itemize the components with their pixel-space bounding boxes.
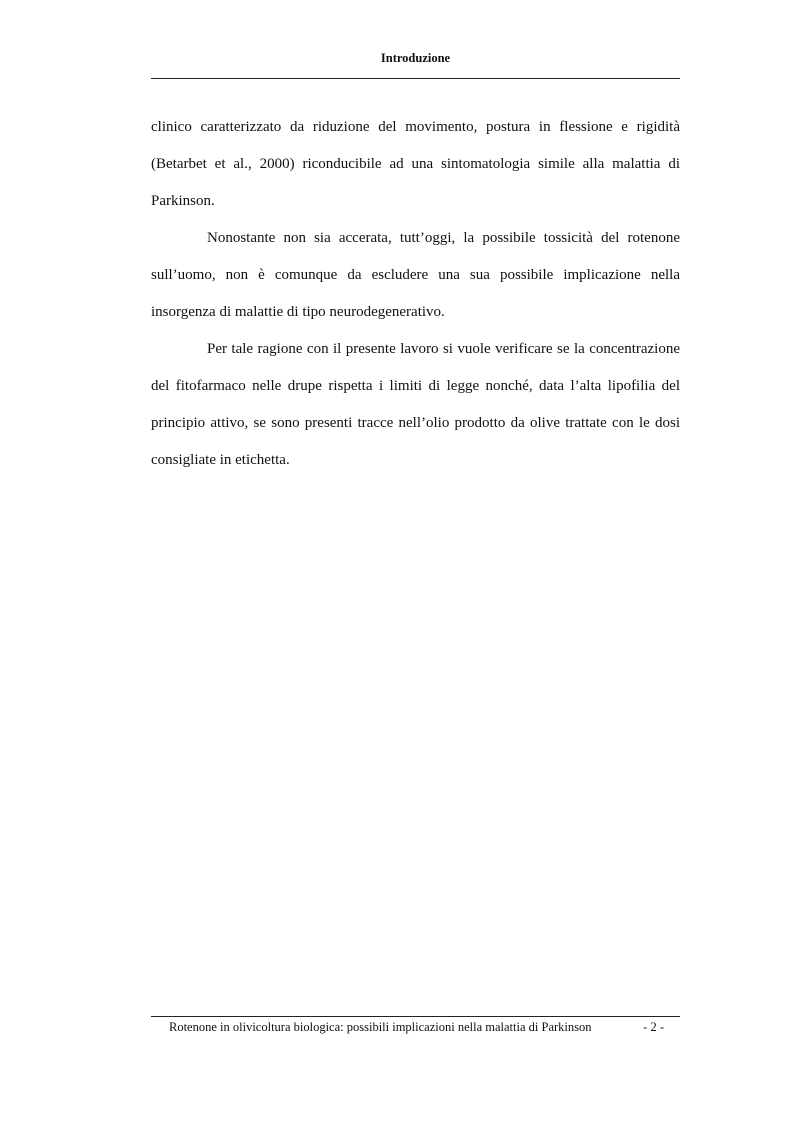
page-header [151, 50, 680, 80]
paragraph-toxicity: Nonostante non sia accerata, tutt’oggi, la possibile tossicità del rotenone sull’uomo, non è comunque da escludere una sua possibile implicazione nella insorgenza di malattie di tipo neurodegenerativo. [151, 230, 680, 320]
header-divider [151, 78, 680, 79]
chapter-title: Introduzione [380, 51, 451, 65]
document-body [151, 109, 680, 479]
footer-divider [151, 1016, 680, 1017]
running-title: Rotenone in olivicoltura biologica: possibili implicazioni nella malattia di Parkinson [169, 1020, 592, 1034]
paragraph-purpose: Per tale ragione con il presente lavoro si vuole verificare se la concentrazione del fitofarmaco nelle drupe rispetta i limiti di legge nonché, data l’alta lipofilia del principio attivo, se sono presenti tracce nell’olio prodotto da olive trattate con le dosi consigliate in etichetta. [151, 341, 680, 468]
page-number: - 2 - [643, 1020, 664, 1034]
page-footer [151, 1016, 680, 1046]
paragraph-continuation: clinico caratterizzato da riduzione del movimento, postura in flessione e rigidità (Betarbet et al., 2000) riconducibile ad una sintomatologia simile alla malattia di Parkinson. [151, 119, 680, 209]
